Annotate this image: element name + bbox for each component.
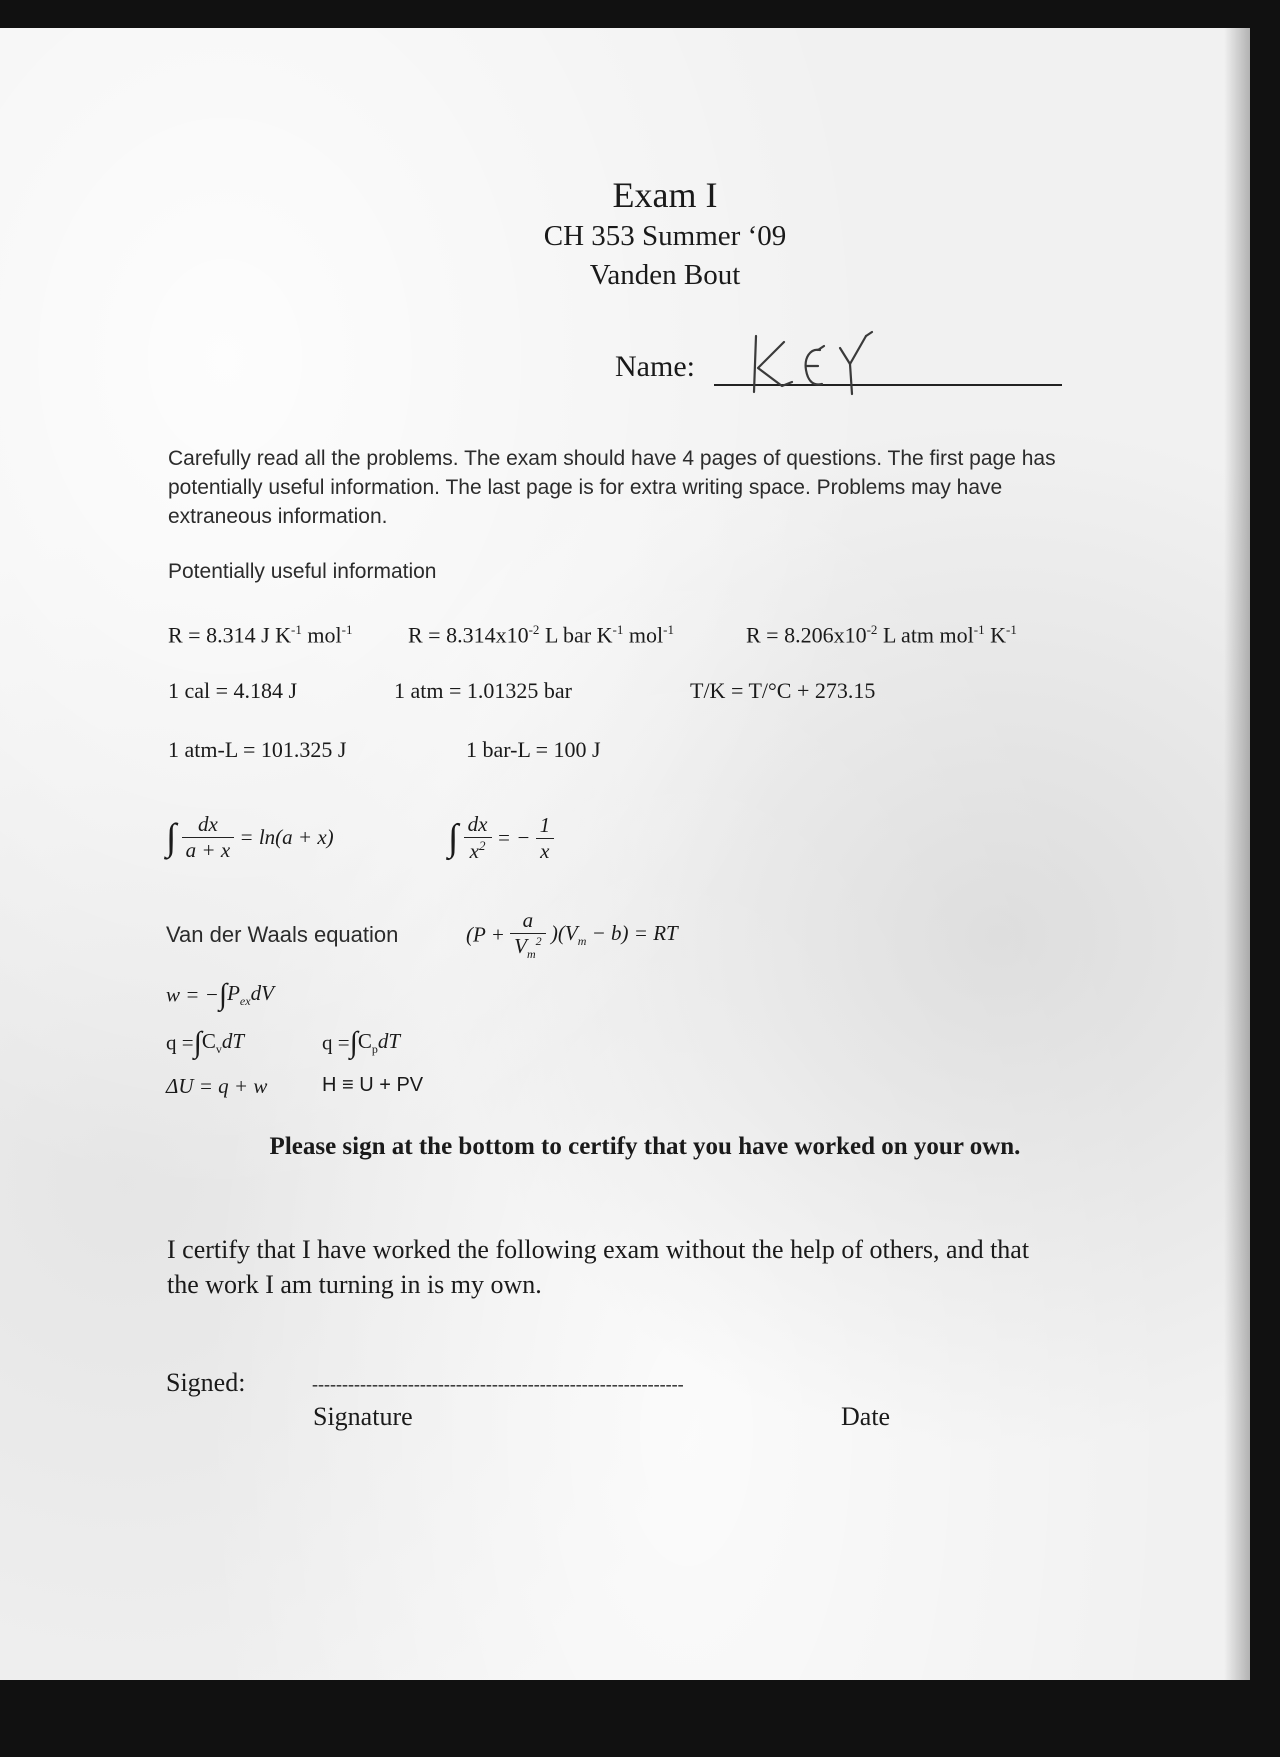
integral-reciprocal-fraction (464, 812, 492, 864)
signed-label: Signed: (166, 1368, 246, 1397)
r3-exp2: -1 (973, 622, 985, 637)
qp-sub: p (371, 1042, 378, 1057)
vdw-frac-num: a (510, 908, 546, 934)
work-sub: ex (239, 994, 251, 1009)
r2-mid1: L bar K (539, 622, 613, 648)
certification-text: I certify that I have worked the following exam without the help of others, and that the work I am turning in is my own. (167, 1235, 1030, 1299)
vdw-label: Van der Waals equation (166, 922, 399, 947)
int2-rhs-fraction (536, 813, 555, 864)
qv-c: C (201, 1028, 216, 1053)
int2-rhs-denominator: x (540, 838, 550, 863)
int2-equals: = − (496, 825, 531, 850)
qp-dt: dT (377, 1028, 401, 1053)
exam-title: Exam I (612, 175, 718, 215)
bar-l-conversion: 1 bar-L = 100 J (466, 737, 601, 762)
instructor-line: Vanden Bout (589, 259, 741, 291)
r2-exp2: -1 (612, 622, 624, 637)
qv-lhs: q = (166, 1030, 194, 1055)
exam-page (0, 28, 1250, 1680)
work-equation (166, 978, 274, 1012)
r3-mid2: K (984, 622, 1007, 648)
int1-rhs: = ln(a + x) (239, 825, 334, 849)
integral-sign: ∫ (349, 1026, 358, 1059)
integral-sign: ∫ (218, 978, 228, 1011)
gas-constant-1 (168, 622, 352, 648)
qp-lhs: q = (322, 1030, 350, 1055)
cal-conversion: 1 cal = 4.184 J (168, 678, 298, 703)
enthalpy-definition: H ≡ U + PV (322, 1074, 424, 1096)
instructions-text: Carefully read all the problems. The exam should have 4 pages of questions. The first page has potentially useful information. The last page is for extra writing space. Problems may have extraneous information. (168, 447, 1056, 528)
qv-equation (166, 1026, 244, 1060)
vdw-equation (466, 908, 678, 962)
r1-mid: mol (301, 622, 342, 648)
r2-exp3: -1 (663, 622, 674, 637)
temp-conversion: T/K = T/°C + 273.15 (690, 678, 876, 703)
vdw-frac-den-exp: 2 (535, 934, 542, 948)
integral-reciprocal (448, 812, 554, 864)
signature-line: -------------------------------------------------------------- (312, 1374, 684, 1394)
handwritten-key-graphic (748, 328, 888, 398)
vdw-pre: (P + (466, 922, 505, 947)
r3-prefix: R = 8.206x10 (746, 622, 867, 648)
gas-constant-3 (746, 622, 1017, 648)
gas-constant-2 (408, 622, 674, 648)
vdw-post1: )(V (550, 921, 578, 945)
int1-denominator: a + x (185, 838, 231, 862)
info-heading: Potentially useful information (168, 560, 437, 583)
r2-prefix: R = 8.314x10 (408, 622, 529, 648)
qp-c: C (357, 1028, 372, 1053)
int2-den-exp: 2 (479, 838, 486, 853)
qv-sub: v (215, 1042, 222, 1057)
qp-equation (322, 1026, 400, 1060)
work-p: P (227, 980, 240, 1005)
vdw-frac-den (510, 934, 546, 962)
vdw-post2: − b) = RT (586, 921, 678, 945)
integral-sign: ∫ (166, 816, 177, 859)
int2-rhs-numerator: 1 (536, 813, 555, 839)
int2-denominator (464, 838, 492, 864)
page-edge-shadow (1224, 28, 1250, 1680)
first-law-equation: ΔU = q + w (166, 1074, 268, 1098)
r2-mid2: mol (623, 622, 664, 648)
r1-prefix: R = 8.314 J K (168, 622, 292, 648)
r2-exp1: -2 (528, 622, 540, 637)
r3-exp3: -1 (1006, 622, 1017, 637)
r1-exp1: -1 (291, 622, 302, 637)
r3-mid1: L atm mol (877, 622, 974, 648)
date-label: Date (841, 1402, 891, 1431)
qv-dt: dT (221, 1028, 245, 1053)
vdw-frac-den-sub: m (526, 947, 536, 962)
int1-numerator: dx (182, 812, 235, 838)
work-lhs: w = − (166, 982, 219, 1007)
integral-ln (166, 812, 334, 863)
name-label: Name: (615, 350, 695, 383)
atm-conversion: 1 atm = 1.01325 bar (394, 678, 572, 703)
signature-label: Signature (313, 1402, 413, 1431)
work-dv: dV (250, 980, 274, 1005)
r1-exp2: -1 (341, 622, 353, 637)
handwritten-key (748, 328, 888, 403)
course-line: CH 353 Summer ‘09 (543, 220, 787, 252)
int2-numerator: dx (464, 812, 492, 838)
integral-ln-fraction (182, 812, 235, 863)
vdw-frac-den-v: V (514, 934, 527, 958)
sign-notice: Please sign at the bottom to certify that you have worked on your own. (269, 1133, 1021, 1160)
atm-l-conversion: 1 atm-L = 101.325 J (168, 737, 347, 762)
int2-den-x: x (469, 839, 479, 863)
vdw-post-sub: m (577, 934, 587, 949)
integral-sign: ∫ (448, 817, 459, 859)
vdw-fraction (510, 908, 546, 962)
r3-exp1: -2 (866, 622, 878, 637)
integral-sign: ∫ (193, 1026, 202, 1059)
